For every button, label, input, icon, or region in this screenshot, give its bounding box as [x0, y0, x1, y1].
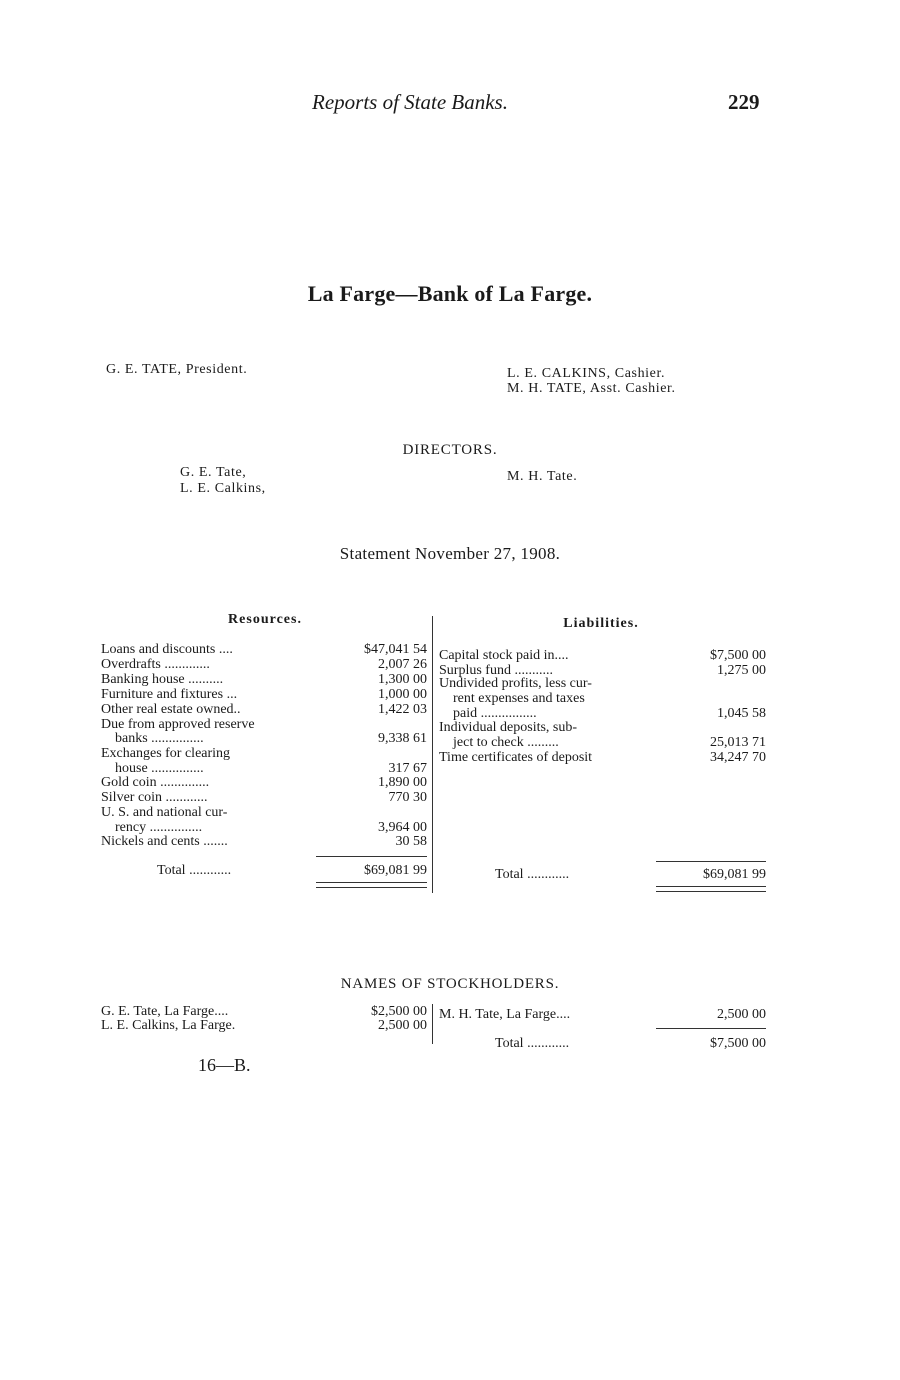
- resource-row: U. S. and national cur-: [101, 805, 228, 820]
- stockholder-row: L. E. Calkins, La Farge. 2,500 00: [101, 1018, 427, 1033]
- resource-row: Overdrafts ............. 2,007 26: [101, 657, 427, 672]
- total-rule: [656, 861, 766, 862]
- page-number: 229: [728, 90, 760, 114]
- resource-row: Furniture and fixtures ... 1,000 00: [101, 687, 427, 702]
- resource-row: Due from approved reserve: [101, 717, 255, 732]
- liabilities-total-row: Total ............ $69,081 99: [495, 867, 766, 882]
- officer-president: G. E. TATE, President.: [106, 362, 248, 377]
- resource-row: Other real estate owned.. 1,422 03: [101, 702, 427, 717]
- resource-row: house ............... 317 67: [101, 761, 427, 776]
- bank-title: La Farge—Bank of La Farge.: [307, 281, 593, 306]
- officer-asst-cashier: M. H. TATE, Asst. Cashier.: [507, 381, 676, 396]
- resource-row: Silver coin ............ 770 30: [101, 790, 427, 805]
- director-item: M. H. Tate.: [507, 469, 578, 484]
- resource-row: Loans and discounts .... $47,041 54: [101, 642, 427, 657]
- column-divider: [432, 1004, 433, 1044]
- directors-heading: DIRECTORS.: [402, 442, 498, 458]
- liability-row: rent expenses and taxes: [439, 691, 585, 706]
- director-item: L. E. Calkins,: [180, 481, 266, 496]
- resources-heading: Resources.: [228, 612, 302, 627]
- stockholders-heading: NAMES OF STOCKHOLDERS.: [340, 976, 560, 992]
- stockholders-total-row: Total ............ $7,500 00: [495, 1036, 766, 1051]
- liability-row: ject to check ......... 25,013 71: [439, 735, 766, 750]
- liability-row: Undivided profits, less cur-: [439, 676, 592, 691]
- resource-row: Exchanges for clearing: [101, 746, 231, 761]
- statement-date: Statement November 27, 1908.: [339, 544, 561, 563]
- double-rule: [316, 882, 427, 888]
- double-rule: [656, 886, 766, 892]
- resources-total-row: Total ............ $69,081 99: [157, 863, 427, 878]
- officer-cashier: L. E. CALKINS, Cashier.: [507, 366, 666, 381]
- resource-row: banks ............... 9,338 61: [101, 731, 427, 746]
- liability-row: Time certificates of deposit 34,247 70: [439, 750, 766, 765]
- resource-row: Nickels and cents ....... 30 58: [101, 834, 427, 849]
- liability-row: Surplus fund ........... 1,275 00: [439, 663, 766, 678]
- resource-row: Gold coin .............. 1,890 00: [101, 775, 427, 790]
- column-divider: [432, 616, 433, 893]
- stockholder-row: M. H. Tate, La Farge.... 2,500 00: [439, 1007, 766, 1022]
- stockholder-row: G. E. Tate, La Farge.... $2,500 00: [101, 1004, 427, 1019]
- director-item: G. E. Tate,: [180, 465, 247, 480]
- liability-row: paid ................ 1,045 58: [439, 706, 766, 721]
- total-rule: [316, 856, 427, 857]
- ledger-mark: 16—B.: [198, 1055, 251, 1075]
- resource-row: Banking house .......... 1,300 00: [101, 672, 427, 687]
- liability-row: Individual deposits, sub-: [439, 720, 578, 735]
- liability-row: Capital stock paid in.... $7,500 00: [439, 648, 766, 663]
- total-rule: [656, 1028, 766, 1029]
- liabilities-heading: Liabilities.: [563, 616, 639, 631]
- resource-row: rency ............... 3,964 00: [101, 820, 427, 835]
- running-title: Reports of State Banks.: [312, 90, 508, 114]
